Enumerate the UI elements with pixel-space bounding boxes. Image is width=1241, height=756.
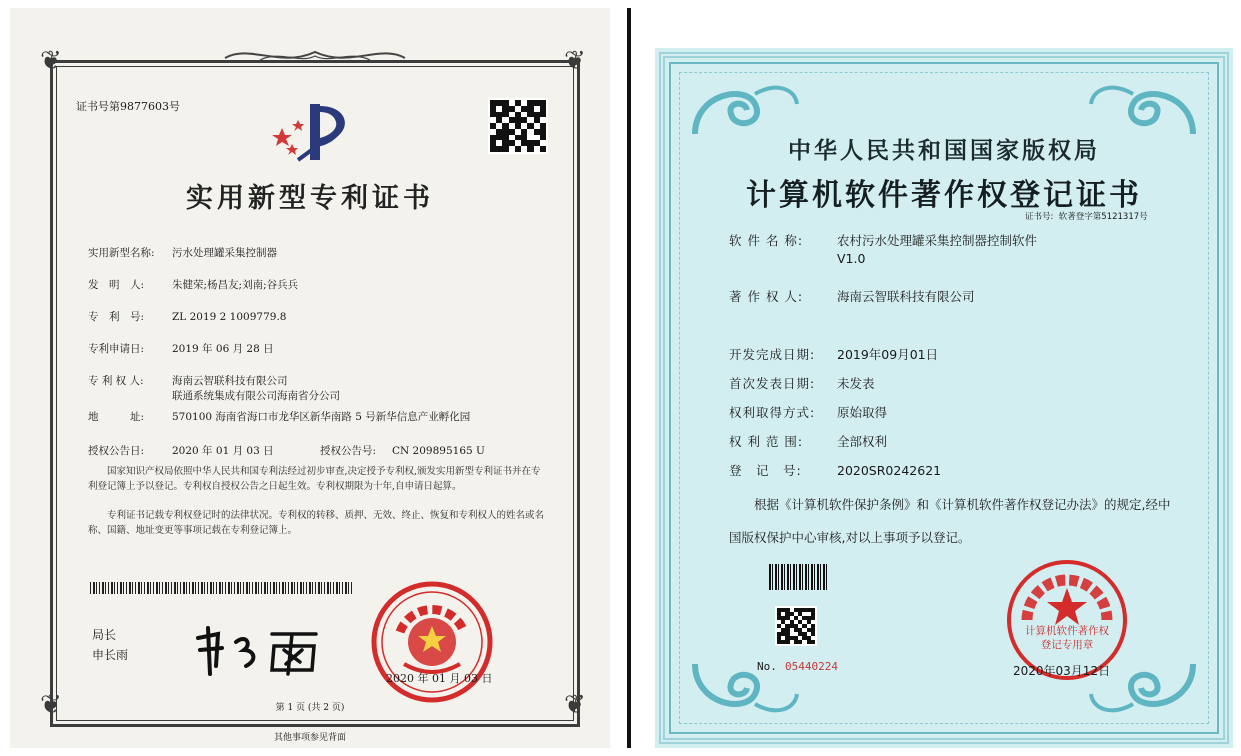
field-value: 朱健荣;杨昌友;刘南;谷兵兵: [172, 279, 299, 291]
copyright-field-software-name: [729, 232, 1037, 268]
director-signature-icon: [188, 620, 328, 680]
corner-ornament-icon: ❦: [40, 690, 62, 720]
field-label: 地 址:: [88, 411, 145, 423]
patent-field-application-date: [88, 342, 274, 357]
announce-no-label: 授权公告号:: [320, 445, 377, 457]
software-version: V1.0: [837, 251, 866, 267]
field-value: [172, 374, 340, 404]
copyright-field-scope: [729, 433, 887, 451]
field-value: [837, 232, 1037, 268]
corner-ornament-icon: ❦: [564, 690, 586, 720]
patent-field-announcement: [88, 444, 485, 459]
patent-field-address: [88, 410, 502, 425]
field-label: 权利取得方式:: [729, 405, 816, 420]
copyright-field-registration-no: [729, 462, 941, 480]
seal-line-2: 登记专用章: [1040, 639, 1094, 652]
field-value: 2019年09月01日: [837, 347, 939, 362]
back-note: 其他事项参见背面: [273, 733, 346, 743]
announce-date: 2020 年 01 月 03 日: [172, 445, 274, 457]
field-value: 未发表: [837, 376, 875, 391]
field-label: 软 件 名 称:: [729, 233, 804, 248]
software-name: 农村污水处理罐采集控制器控制软件: [837, 233, 1038, 248]
corner-ornament-icon: ❦: [40, 46, 62, 76]
field-value: 原始取得: [837, 405, 888, 420]
patent-grant-paragraph: 国家知识产权局依照中华人民共和国专利法经过初步审查,决定授予专利权,颁发实用新型专利证书并在专利登记簿上予以登记。专利权自授权公告之日起生效。专利权期限为十年,自申请日起算。: [88, 466, 541, 493]
cert-no-value: 软著登字第5121317号: [1058, 212, 1148, 222]
field-label: 专 利 号:: [88, 311, 145, 323]
copyright-field-dev-date: [729, 346, 938, 364]
field-value: ZL 2019 2 1009779.8: [172, 311, 287, 323]
field-label: 著 作 权 人:: [729, 289, 804, 304]
patent-qr-code-icon: [488, 98, 548, 154]
patent-register-paragraph: 专利证书记载专利权登记时的法律状况。专利权的转移、质押、无效、终止、恢复和专利权人的姓名或名称、国籍、地址变更等事项记载在专利登记簿上。: [88, 510, 545, 537]
serial-number: 05440224: [785, 660, 838, 673]
copyright-cert-number: [1025, 210, 1148, 222]
cert-no-label: 证书号:: [1025, 212, 1054, 222]
seal-text: [1017, 624, 1117, 652]
field-value: 2020SR0242621: [837, 463, 942, 478]
field-label: 首次发表日期:: [729, 376, 816, 391]
field-label: 专 利 权 人:: [88, 375, 144, 387]
announce-no: CN 209895165 U: [392, 445, 485, 457]
field-value: 2019 年 06 月 28 日: [172, 343, 274, 355]
patent-field-patentee: [88, 374, 340, 404]
page-divider: [627, 8, 631, 748]
copyright-field-publish-date: [729, 375, 875, 393]
software-copyright-certificate: [655, 48, 1233, 748]
field-label: 登 记 号:: [729, 463, 802, 478]
copyright-title: 计算机软件著作权登记证书: [746, 178, 1142, 213]
patentee-2: 联通系统集成有限公司海南省分公司: [172, 390, 340, 403]
field-value: 全部权利: [837, 434, 888, 449]
field-label: 专利申请日:: [88, 343, 145, 355]
cnipa-logo-icon: [268, 98, 358, 166]
field-label: 开发完成日期:: [729, 347, 816, 362]
corner-ornament-icon: ❦: [564, 46, 586, 76]
director-title: 局长: [92, 628, 117, 642]
field-label: 权 利 范 围:: [729, 434, 804, 449]
field-label: 实用新型名称:: [88, 247, 155, 259]
copyright-qr-code-icon: [775, 606, 817, 646]
patent-field-inventors: [88, 278, 298, 293]
patent-certificate: [10, 8, 610, 748]
field-label: 发 明 人:: [88, 279, 145, 291]
field-value: 海南云智联科技有限公司: [837, 289, 975, 304]
copyright-registration-paragraph: 根据《计算机软件保护条例》和《计算机软件著作权登记办法》的规定,经中国版权保护中心审核,对以上事项予以登记。: [729, 497, 1171, 546]
seal-line-1: 计算机软件著作权: [1025, 625, 1109, 637]
page-footer: 第 1 页 (共 2 页): [275, 703, 345, 713]
patent-barcode-icon: [90, 582, 352, 594]
copyright-date: 2020年03月12日: [1013, 664, 1111, 678]
copyright-field-acquisition: [729, 404, 887, 422]
copyright-agency: 中华人民共和国国家版权局: [788, 138, 1100, 164]
patentee-1: 海南云智联科技有限公司: [172, 375, 288, 387]
field-value: 污水处理罐采集控制器: [172, 247, 277, 259]
field-label: 授权公告日:: [88, 445, 145, 457]
top-scroll-ornament-icon: [220, 44, 410, 66]
copyright-field-owner: [729, 288, 975, 306]
director-name: 申长雨: [92, 648, 129, 662]
field-value: 570100 海南省海口市龙华区新华南路 5 号新华信息产业孵化园: [172, 411, 471, 423]
serial-label: No.: [757, 660, 777, 673]
patent-title: 实用新型专利证书: [186, 183, 434, 214]
copyright-barcode-icon: [769, 564, 827, 590]
seal-date: 2020 年 01 月 03 日: [386, 672, 493, 685]
patent-field-utility-name: [88, 246, 277, 261]
patent-cert-number: 证书号第9877603号: [76, 100, 180, 113]
patent-field-patent-number: [88, 310, 286, 325]
